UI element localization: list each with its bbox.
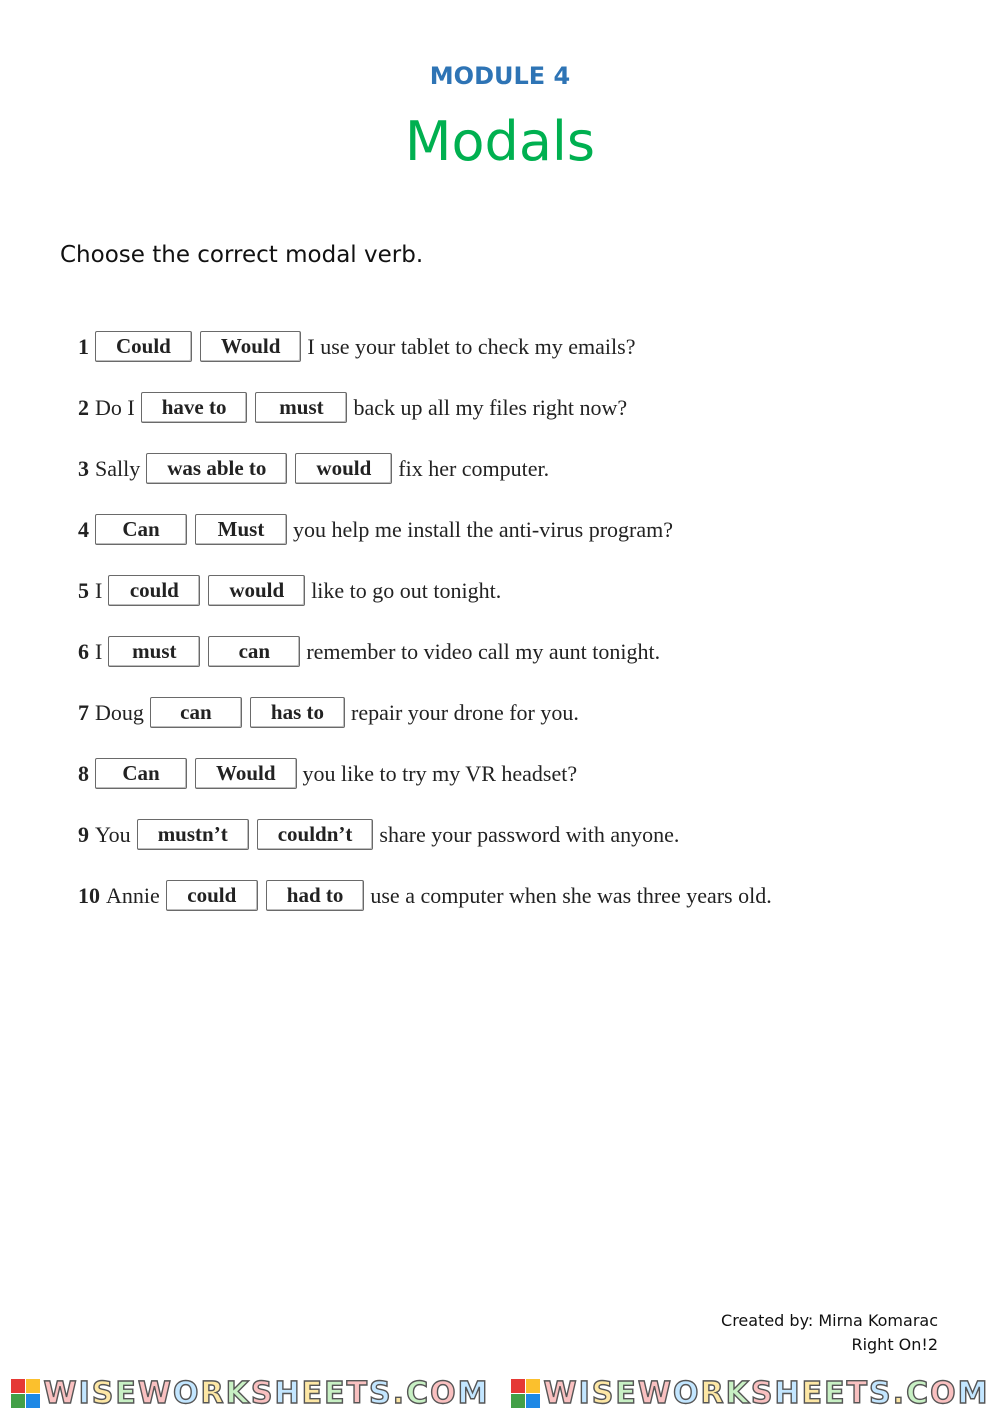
logo-icon: [11, 1379, 40, 1408]
option-button[interactable]: must: [255, 392, 347, 423]
option-button[interactable]: Can: [95, 758, 187, 789]
logo-tile: [526, 1379, 540, 1393]
option-button[interactable]: was able to: [146, 453, 287, 484]
sentence-lead: I: [95, 638, 103, 664]
question-number: 9: [78, 821, 89, 847]
question-number: 8: [78, 760, 89, 786]
question-6: [78, 635, 772, 668]
sentence-rest: like to go out tonight.: [311, 577, 502, 603]
option-button[interactable]: have to: [141, 392, 248, 423]
sentence-rest: use a computer when she was three years old.: [370, 882, 772, 908]
sentence-rest: repair your drone for you.: [351, 699, 579, 725]
logo-tile: [11, 1379, 25, 1393]
question-9: [78, 818, 772, 851]
question-number: 2: [78, 394, 89, 420]
sentence-lead: Doug: [95, 699, 144, 725]
sentence-rest: I use your tablet to check my emails?: [307, 333, 636, 359]
logo-tile: [26, 1394, 40, 1408]
question-number: 5: [78, 577, 89, 603]
option-button[interactable]: Can: [95, 514, 187, 545]
question-number: 7: [78, 699, 89, 725]
option-button[interactable]: Would: [195, 758, 297, 789]
option-button[interactable]: must: [108, 636, 200, 667]
question-number: 6: [78, 638, 89, 664]
option-button[interactable]: Must: [195, 514, 287, 545]
question-2: [78, 391, 772, 424]
footer-banner: [0, 1373, 1000, 1413]
logo-icon: [511, 1379, 540, 1408]
sentence-lead: I: [95, 577, 103, 603]
option-button[interactable]: could: [108, 575, 200, 606]
question-3: [78, 452, 772, 485]
brand-text: WISEWORKSHEETS.COM: [43, 1375, 490, 1411]
wiseworksheets-logo: [11, 1376, 490, 1411]
sentence-lead: Sally: [95, 455, 141, 481]
option-button[interactable]: Could: [95, 331, 192, 362]
option-button[interactable]: could: [166, 880, 258, 911]
sentence-rest: share your password with anyone.: [379, 821, 680, 847]
logo-tile: [26, 1379, 40, 1393]
sentence-rest: remember to video call my aunt tonight.: [306, 638, 661, 664]
sentence-rest: fix her computer.: [398, 455, 550, 481]
option-button[interactable]: would: [208, 575, 305, 606]
logo-tile: [11, 1394, 25, 1408]
logo-tile: [511, 1394, 525, 1408]
question-1: [78, 330, 772, 363]
wiseworksheets-logo: [511, 1376, 990, 1411]
option-button[interactable]: Would: [200, 331, 302, 362]
option-button[interactable]: had to: [266, 880, 365, 911]
sentence-lead: You: [95, 821, 131, 847]
sentence-rest: you like to try my VR headset?: [302, 760, 578, 786]
question-number: 1: [78, 333, 89, 359]
question-7: [78, 696, 772, 729]
page-title: Modals: [404, 110, 596, 173]
question-8: [78, 757, 772, 790]
option-button[interactable]: couldn’t: [257, 819, 374, 850]
instruction-text: Choose the correct modal verb.: [60, 242, 424, 268]
logo-tile: [511, 1379, 525, 1393]
module-label: MODULE 4: [429, 62, 571, 90]
credit-author: Created by: Mirna Komarac: [721, 1311, 938, 1330]
credit-book: Right On!2: [851, 1335, 938, 1354]
sentence-lead: Annie: [106, 882, 160, 908]
question-number: 3: [78, 455, 89, 481]
question-4: [78, 513, 772, 546]
brand-text: WISEWORKSHEETS.COM: [543, 1375, 990, 1411]
option-button[interactable]: has to: [250, 697, 345, 728]
question-list: [78, 330, 772, 940]
sentence-rest: you help me install the anti-virus program?: [293, 516, 674, 542]
option-button[interactable]: would: [295, 453, 392, 484]
option-button[interactable]: mustn’t: [137, 819, 249, 850]
question-number: 10: [78, 882, 100, 908]
question-5: [78, 574, 772, 607]
sentence-lead: Do I: [95, 394, 135, 420]
sentence-rest: back up all my files right now?: [353, 394, 628, 420]
option-button[interactable]: can: [150, 697, 242, 728]
option-button[interactable]: can: [208, 636, 300, 667]
question-10: [78, 879, 772, 912]
logo-tile: [526, 1394, 540, 1408]
credit-block: [721, 1309, 938, 1357]
question-number: 4: [78, 516, 89, 542]
